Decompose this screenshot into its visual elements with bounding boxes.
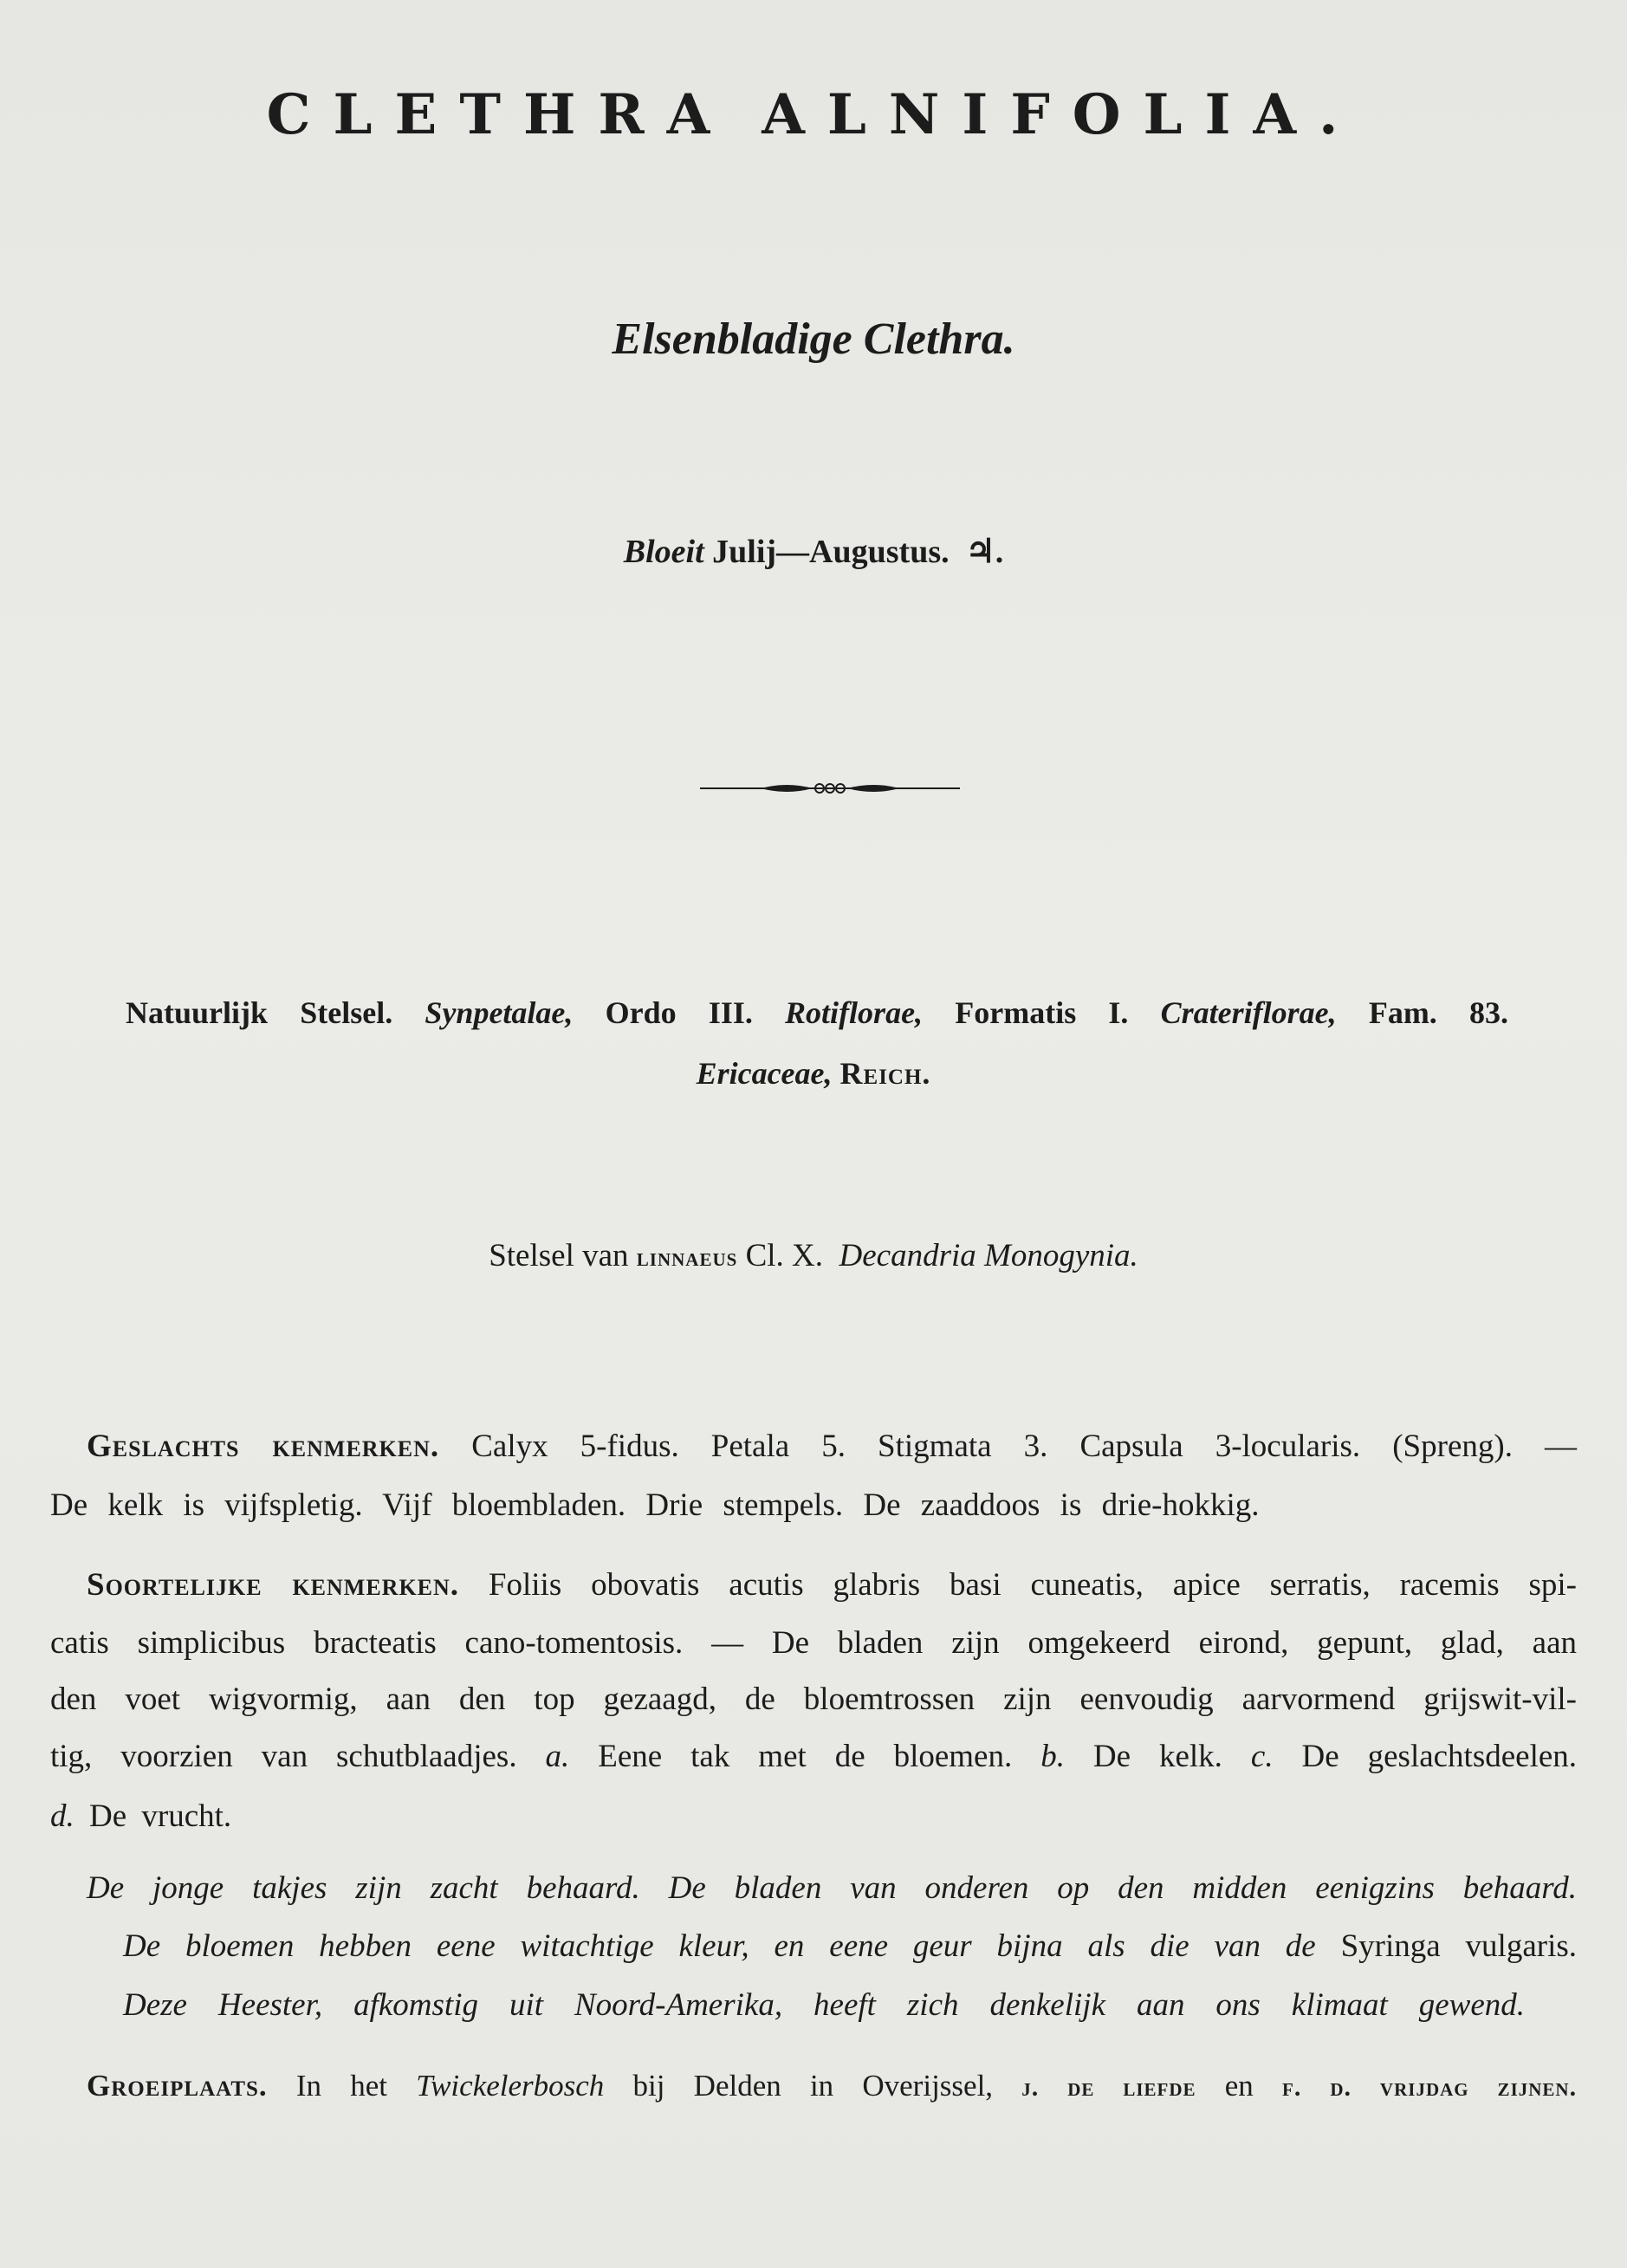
species-characters-line-1 — [87, 1566, 1577, 1604]
notes-line-3: Deze Heester, afkomstig uit Noord-Amerika, heeft zich denkelijk aan ons klimaat gewend. — [123, 1987, 1525, 2023]
reich-author: Reich. — [839, 1056, 931, 1091]
linnaeus-name: linnaeus — [636, 1243, 738, 1272]
linnaeus-system-line — [0, 1237, 1627, 1274]
notes-text: De bloemen hebben eene witachtige kleur, en eene geur bijna als die van de — [123, 1928, 1316, 1964]
species-characters-latin: Foliis obovatis acutis glabris basi cuneatis, apice serratis, racemis spi- — [488, 1567, 1578, 1603]
genus-characters-label: Geslachts kenmerken. — [87, 1429, 440, 1464]
notes-line-1: De jonge takjes zijn zacht behaard. De bladen van onderen op den midden eenigzins behaard. — [87, 1870, 1577, 1906]
figure-caption: De kelk. — [1092, 1739, 1222, 1774]
figure-caption: De vrucht. — [89, 1798, 232, 1834]
formatis: Formatis I. — [955, 995, 1129, 1030]
linnaeus-prefix: Stelsel van — [489, 1238, 629, 1273]
title-species: ALNIFOLIA. — [762, 82, 1361, 147]
genus-characters-line-1 — [87, 1428, 1577, 1465]
synpetalae: Synpetalae, — [425, 995, 574, 1030]
species-characters-line-4 — [50, 1738, 1577, 1775]
habitat-place: Twickelerbosch — [416, 2069, 605, 2103]
habitat-label: Groeiplaats. — [87, 2069, 268, 2103]
genus-characters-line-2: De kelk is vijfspletig. Vijf bloembladen. Drie stempels. De zaaddoos is drie-hokkig. — [50, 1487, 1260, 1523]
natural-system-line — [126, 995, 1508, 1031]
collector-name: j. de liefde — [1021, 2073, 1196, 2102]
figure-letter: c. — [1250, 1739, 1274, 1774]
family-number: Fam. 83. — [1368, 995, 1509, 1030]
natural-system-label: Natuurlijk Stelsel. — [126, 995, 393, 1030]
natural-system-family — [0, 1055, 1627, 1092]
figure-letter: a. — [545, 1739, 570, 1774]
bloom-period: Julij—Augustus. — [712, 534, 950, 570]
figure-caption: Eene tak met de bloemen. — [598, 1739, 1013, 1774]
figure-letter: d. — [50, 1798, 75, 1834]
linnaeus-order: Decandria Monogynia. — [839, 1238, 1138, 1273]
syringa-name: Syringa vulgaris. — [1340, 1928, 1577, 1964]
bloom-line — [0, 532, 1627, 571]
title-genus: CLETHRA — [266, 82, 733, 147]
crateriflorae: Crateriflorae, — [1160, 995, 1337, 1030]
page-title — [0, 82, 1627, 147]
bloom-label: Bloeit — [623, 534, 704, 570]
species-characters-label: Soortelijke kenmerken. — [87, 1567, 460, 1603]
collector-name: f. d. vrijdag zijnen. — [1282, 2073, 1578, 2102]
species-characters-line-2: catis simplicibus bracteatis cano-tomentosis. — De bladen zijn omgekeerd eirond, gepunt, glad, aan — [50, 1625, 1577, 1661]
perennial-symbol: ♃. — [965, 534, 1004, 570]
ericaceae: Ericaceae, — [696, 1056, 833, 1091]
habitat-text: en — [1224, 2069, 1254, 2103]
ordo: Ordo III. — [605, 995, 753, 1030]
species-characters-line-5 — [50, 1798, 310, 1835]
ornament-divider-icon — [700, 778, 960, 799]
species-text: tig, voorzien van schutblaadjes. — [50, 1739, 517, 1774]
notes-line-2 — [123, 1928, 1577, 1965]
habitat-text: bij Delden in Overijssel, — [632, 2069, 994, 2103]
species-characters-line-3: den voet wigvormig, aan den top gezaagd, de bloemtrossen zijn eenvoudig aarvormend grijswit-vil- — [50, 1682, 1577, 1717]
figure-caption: De geslachtsdeelen. — [1301, 1739, 1578, 1774]
rotiflorae: Rotiflorae, — [785, 995, 924, 1030]
figure-letter: b. — [1040, 1739, 1065, 1774]
genus-characters-latin: Calyx 5-fidus. Petala 5. Stigmata 3. Capsula 3-locularis. (Spreng). — — [471, 1429, 1578, 1464]
linnaeus-class: Cl. X. — [745, 1238, 824, 1273]
habitat-line — [87, 2069, 1577, 2103]
habitat-text: In het — [295, 2069, 387, 2103]
dutch-name: Elsenbladige Clethra. — [612, 314, 1015, 364]
